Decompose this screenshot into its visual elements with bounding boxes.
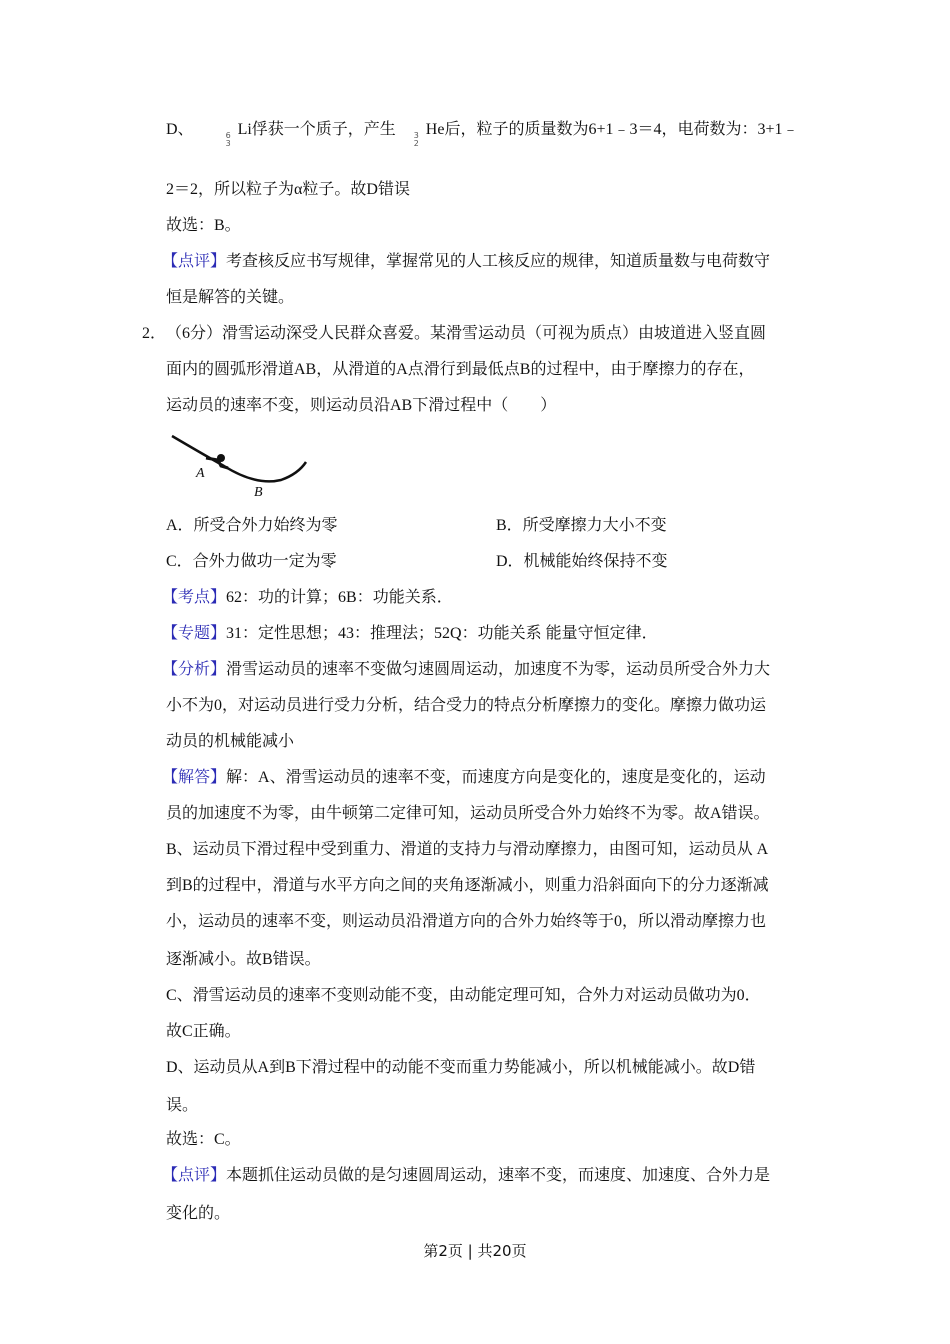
ski-track-figure <box>166 428 316 503</box>
jieda-line: 小，运动员的速率不变，则运动员沿滑道方向的合外力始终等于0，所以滑动摩擦力也 <box>166 913 767 930</box>
jieda-line: 到B的过程中，滑道与水平方向之间的夹角逐渐减小，则重力沿斜面向下的分力逐渐减 <box>166 877 769 894</box>
jieda-line: C、滑雪运动员的速率不变则动能不变，由动能定理可知，合外力对运动员做功为0． <box>166 987 761 1004</box>
fenxi-2: 小不为0，对运动员进行受力分析，结合受力的特点分析摩擦力的变化。摩擦力做功运 <box>166 697 767 714</box>
option-d: D．机械能始终保持不变 <box>496 553 668 570</box>
dianping-2: 变化的。 <box>166 1205 231 1222</box>
jieda-line: 故C正确。 <box>166 1023 241 1040</box>
prev-comment: 【点评】考查核反应书写规律，掌握常见的人工核反应的规律，知道质量数与电荷数守 <box>162 253 771 270</box>
prev-comment-2: 恒是解答的关键。 <box>166 289 295 306</box>
li-nuclide: 6 3 <box>225 131 231 148</box>
answer: 故选：C。 <box>166 1131 241 1148</box>
fenxi: 【分析】滑雪运动员的速率不变做匀速圆周运动，加速度不为零，运动员所受合外力大 <box>162 661 771 678</box>
he-nuclide: 3 2 <box>413 131 419 148</box>
dianping: 【点评】本题抓住运动员做的是匀速圆周运动，速率不变，而速度、加速度、合外力是 <box>162 1167 771 1184</box>
jieda-line: 员的加速度不为零，由牛顿第二定律可知，运动员所受合外力始终不为零。故A错误。 <box>166 805 770 822</box>
option-a: A．所受合外力始终为零 <box>166 517 338 534</box>
kaodian: 【考点】62：功的计算；6B：功能关系． <box>162 589 453 606</box>
jieda-line: 逐渐减小。故B错误。 <box>166 951 321 968</box>
question-number: 2． <box>142 325 167 342</box>
jieda-line: 误。 <box>166 1097 199 1114</box>
option-b: B．所受摩擦力大小不变 <box>496 517 667 534</box>
jieda-line: B、运动员下滑过程中受到重力、滑道的支持力与滑动摩擦力，由图可知，运动员从 A <box>166 841 769 858</box>
question-stem-3: 运动员的速率不变，则运动员沿AB下滑过程中（ ） <box>166 397 557 414</box>
zhuanti: 【专题】31：定性思想；43：推理法；52Q：功能关系 能量守恒定律． <box>162 625 658 642</box>
svg-text:A: A <box>196 466 205 481</box>
page-footer: 第2页 | 共20页 <box>423 1242 527 1260</box>
option-c: C．合外力做功一定为零 <box>166 553 337 570</box>
jieda: 【解答】解：A、滑雪运动员的速率不变，而速度方向是变化的，速度是变化的，运动 <box>162 769 766 786</box>
option-prefix: D、 <box>166 121 194 138</box>
jieda-line: D、运动员从A到B下滑过程中的动能不变而重力势能减小，所以机械能减小。故D错 <box>166 1059 756 1076</box>
question-stem-2: 面内的圆弧形滑道AB，从滑道的A点滑行到最低点B的过程中，由于摩擦力的存在， <box>166 361 755 378</box>
prev-d-line-1: D、 6 3 Li俘获一个质子，产生 3 2 He后，粒子的质量数为6+1﹣3＝4，电荷数为：3+1﹣ <box>166 121 799 148</box>
fenxi-3: 动员的机械能减小 <box>166 733 295 750</box>
svg-text:B: B <box>254 485 263 500</box>
comment-tag: 【点评】 <box>162 253 227 270</box>
prev-d-line-2: 2＝2，所以粒子为α粒子。故D错误 <box>166 181 410 198</box>
question-stem-1: （6分）滑雪运动深受人民群众喜爱。某滑雪运动员（可视为质点）由坡道进入竖直圆 <box>166 325 767 342</box>
prev-answer: 故选：B。 <box>166 217 241 234</box>
